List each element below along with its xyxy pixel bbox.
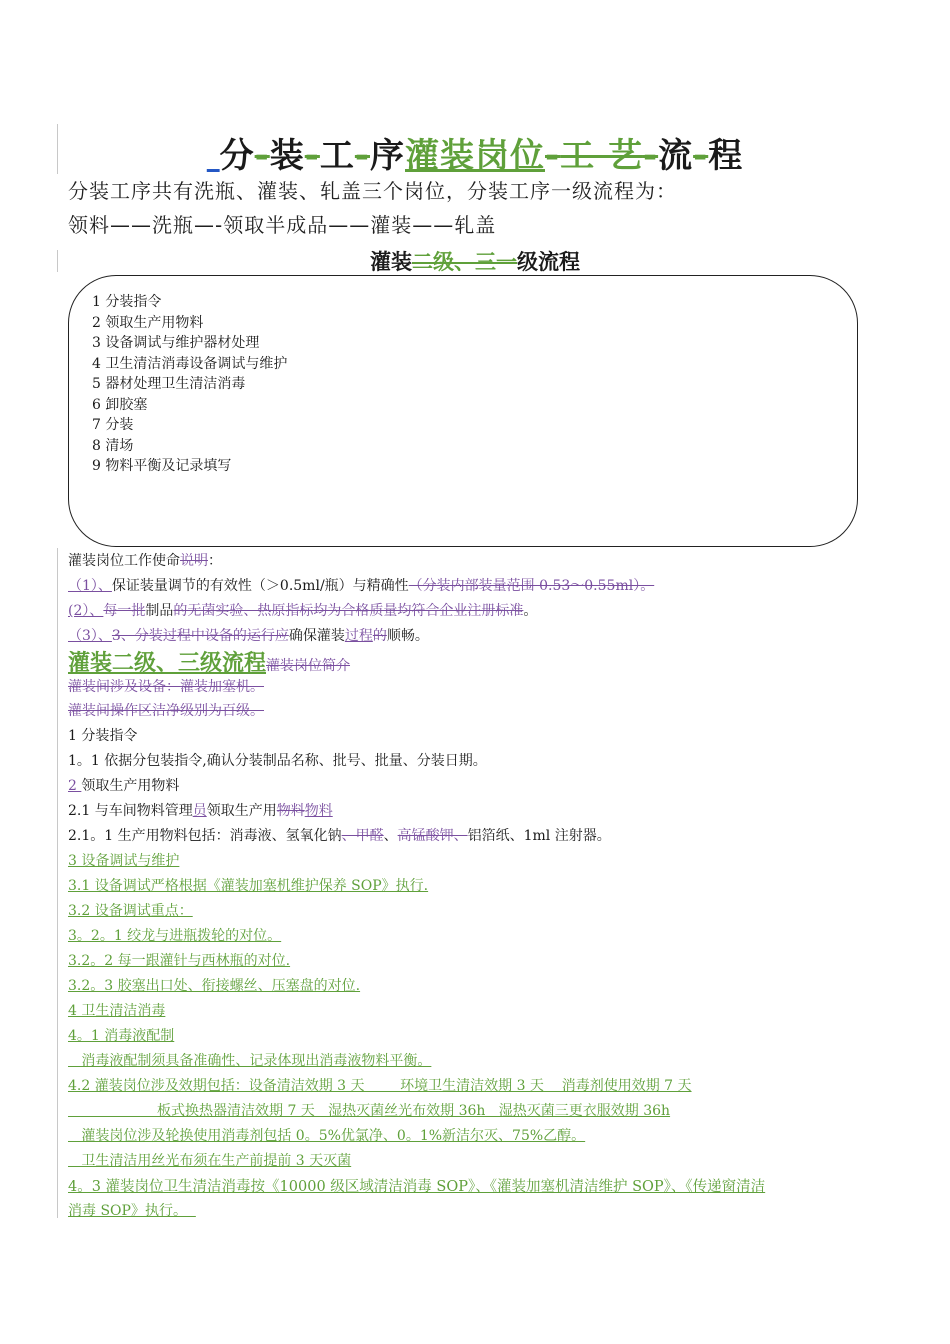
text: 制品 (145, 603, 174, 619)
deleted-line: 灌装间操作区洁净级别为百级。 (68, 703, 264, 719)
inserted-line: 卫生清洁用丝光布须在生产前提前 3 天灭菌 (68, 1153, 352, 1169)
deleted-text: 物料 (276, 803, 305, 819)
step-item: 6 卸胶塞 (92, 396, 148, 413)
text: 灌装岗位工作使命 (68, 553, 180, 569)
mission-label (68, 550, 222, 570)
inserted-line: 4。1 消毒液配制 (68, 1028, 175, 1044)
subtitle-part: 灌装 (370, 250, 412, 274)
text: ： (208, 553, 222, 569)
step-item: 9 物料平衡及记录填写 (92, 458, 232, 474)
heading-text: 灌装二级、三级流程 (68, 651, 267, 676)
text: 、 (383, 828, 398, 844)
title-part: 灌装岗位 (405, 136, 545, 176)
text: 领取生产用物料 (81, 778, 180, 794)
deleted-text: 说明 (180, 553, 208, 569)
step-item: 2 领取生产用物料 (92, 314, 204, 331)
inserted-line: 灌装岗位涉及轮换使用消毒剂包括 0。5%优氯净、0。1%新洁尔灭、75%乙醇。 (68, 1128, 586, 1144)
text: 确保灌装 (288, 628, 345, 644)
text: 2.1 与车间物料管理 (68, 803, 193, 819)
mission-item-2 (68, 600, 537, 620)
subtitle-part: 级流程 (517, 250, 580, 274)
intro-line-1: 分装工序共有洗瓶、灌装、轧盖三个岗位，分装工序一级流程为： (68, 179, 677, 203)
deleted-text: 的无菌实验、热原指标均为合格质量均符合企业注册标准 (173, 603, 524, 619)
inserted-line: 4。3 灌装岗位卫生清洁消毒按《10000 级区域清洁消毒 SOP》、《灌装加塞机清洁维护 SOP》、《传递窗清洁 (68, 1179, 766, 1195)
deleted-text: 3、分装过程中设备的运行应 (111, 628, 289, 644)
deleted-text: 每一批 (103, 603, 146, 619)
deleted-text: 高锰酸钾、 (397, 828, 468, 844)
inserted-line: 4.2 灌装岗位涉及效期包括：设备清洁效期 3 天 环境卫生清洁效期 3 天 消毒剂使用效期 7 天 (68, 1078, 692, 1094)
inserted-line: 3。2。1 绞龙与进瓶拨轮的对位。 (68, 928, 282, 944)
step-item: 7 分装 (92, 417, 134, 433)
step-item: 4 卫生清洁消毒设备调试与维护 (92, 355, 288, 372)
body-line (68, 825, 611, 845)
text: (2）、 (68, 603, 104, 619)
inserted-line: 消毒液配制须具备准确性、记录体现出消毒液物料平衡。 (68, 1053, 432, 1069)
mission-item-3 (68, 625, 429, 645)
change-bar (57, 548, 58, 1218)
intro-line-2: 领料——洗瓶—-领取半成品——灌装——轧盖 (68, 213, 497, 237)
inserted-line: 3.2 设备调试重点： (68, 903, 193, 919)
title-part: 流 (658, 136, 694, 176)
inserted-line: 消毒 SOP》执行。 (68, 1203, 196, 1219)
text: 保证装量调节的有效性（＞0.5ml/瓶）与精确性 (111, 578, 409, 594)
section-heading (68, 646, 350, 677)
deleted-text: （分装内部装量范围 0.53～0.55ml）。 (408, 578, 655, 594)
body-line (68, 800, 333, 820)
deleted-text: 的 (372, 628, 387, 644)
page-title: 分-装-工-序灌装岗位-工 艺-流-程 (219, 136, 744, 176)
inserted-line: 板式换热器清洁效期 7 天 湿热灭菌丝光布效期 36h 湿热灭菌三更衣服效期 36h (68, 1103, 671, 1119)
mission-item-1 (68, 575, 654, 595)
text: 过程 (344, 628, 373, 644)
body-line: 1 分装指令 (68, 728, 138, 744)
text: 。 (523, 603, 538, 619)
deleted-line: 灌装间涉及设备：灌装加塞机。 (68, 679, 264, 695)
text: 员 (192, 803, 207, 819)
text: 2.1。1 生产用物料包括：消毒液、氢氧化钠 (68, 828, 342, 844)
step-item: 3 设备调试与维护器材处理 (92, 335, 260, 351)
step-item: 1 分装指令 (92, 294, 162, 310)
inserted-line: 3 设备调试与维护 (68, 853, 180, 869)
body-line (68, 775, 179, 795)
inserted-line: 3.1 设备调试严格根据《灌装加塞机维护保养 SOP》执行. (68, 878, 429, 894)
text: （1）、 (68, 578, 112, 594)
subtitle-deleted: 二级、三一 (412, 250, 517, 274)
text: 领取生产用 (206, 803, 277, 819)
text: 铝箔纸、1ml 注射器。 (467, 828, 611, 844)
deleted-text: 、甲醛 (341, 828, 384, 844)
title-part: 工 (319, 136, 355, 176)
inserted-line: 4 卫生清洁消毒 (68, 1003, 166, 1019)
body-line: 1。1 依据分包装指令,确认分装制品名称、批号、批量、分装日期。 (68, 753, 487, 769)
steps-list (92, 292, 287, 477)
flow-subtitle (0, 246, 950, 276)
title-part: 分 (219, 136, 255, 176)
title-part: 序 (370, 136, 405, 176)
inserted-line: 3.2。3 胶塞出口处、衔接螺丝、压塞盘的对位. (68, 978, 361, 994)
text: 顺畅。 (386, 628, 429, 644)
deleted-text: 灌装岗位简介 (266, 658, 351, 674)
title-part: 装 (269, 136, 305, 176)
title-part-deleted: 工 艺 (560, 136, 643, 176)
step-item: 8 清场 (92, 437, 134, 454)
text: （3）、 (68, 628, 112, 644)
inserted-line: 3.2。2 每一跟灌针与西林瓶的对位. (68, 953, 291, 969)
title-part: 程 (708, 136, 744, 176)
step-item: 5 器材处理卫生清洁消毒 (92, 376, 246, 392)
text: 物料 (304, 803, 333, 819)
text: 2 (68, 778, 82, 794)
